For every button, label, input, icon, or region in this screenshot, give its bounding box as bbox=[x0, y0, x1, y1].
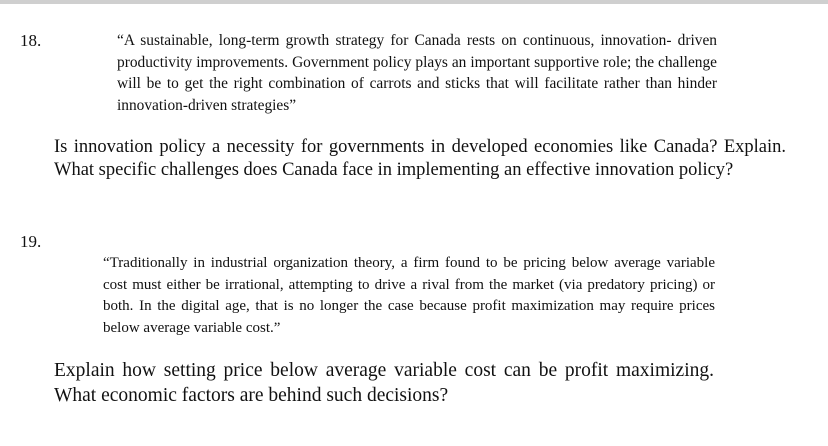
question-quote: “A sustainable, long-term growth strategy for Canada rests on continuous, innovation- driven productivity improvements. Government policy plays an important supportive role; the challenge will be to get the right combination of carrots and sticks that will facilitate rather than hinder innovation-driven strategies” bbox=[117, 32, 717, 114]
question-text: Is innovation policy a necessity for governments in developed economies like Canada? Explain. What specific challenges does Canada face in implementing an effective innovation policy? bbox=[54, 137, 786, 180]
question-number: 19. bbox=[20, 232, 42, 251]
question-number: 18. bbox=[20, 31, 42, 50]
top-border bbox=[0, 0, 828, 4]
question-text: Explain how setting price below average variable cost can be profit maximizing. What economic factors are behind such decisions? bbox=[54, 360, 714, 406]
question-quote: “Traditionally in industrial organization theory, a firm found to be pricing below average variable cost must either be irrational, attempting to drive a rival from the market (via predatory pricing) or both. In the digital age, that is no longer the case because profit maximization may require prices below average variable cost.” bbox=[103, 255, 715, 336]
